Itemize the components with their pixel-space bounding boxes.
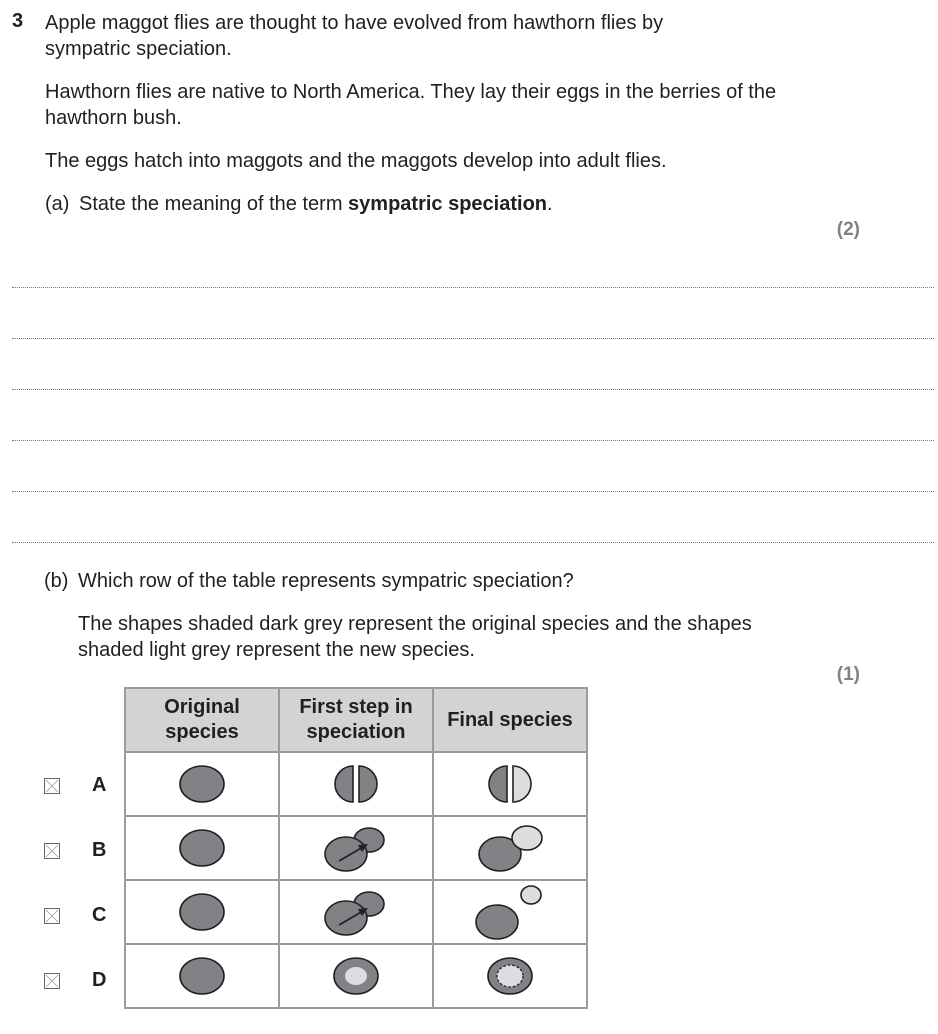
choice-letter-c: C <box>92 904 107 926</box>
part-a-text-after: . <box>547 193 553 215</box>
header-final-species: Final species <box>433 688 587 752</box>
checkbox-cross-icon <box>45 909 59 923</box>
answer-line-3[interactable] <box>12 389 934 390</box>
header-original-line1: Original <box>164 696 240 718</box>
part-a-question <box>45 191 825 217</box>
choice-letter-d: D <box>92 969 107 991</box>
answer-line-6[interactable] <box>12 542 934 543</box>
part-a-text-before: State the meaning of the term <box>79 193 349 215</box>
table-row-d <box>125 944 587 1008</box>
part-b-label: (b) <box>44 570 69 592</box>
para2-line-2: hawthorn bush. <box>45 107 182 129</box>
checkbox-a[interactable] <box>44 778 60 794</box>
budding-species-shape <box>316 821 396 875</box>
part-b-marks: (1) <box>836 664 860 685</box>
checkbox-cross-icon <box>45 974 59 988</box>
original-species-shape <box>172 887 232 937</box>
header-first-step <box>279 688 433 752</box>
part-b-info <box>78 611 858 663</box>
divided-species-shape <box>475 759 545 809</box>
row-b-final <box>433 816 587 880</box>
choice-d[interactable] <box>44 967 124 997</box>
answer-line-4[interactable] <box>12 440 934 441</box>
budding-species-shape <box>316 885 396 939</box>
question-number: 3 <box>12 10 24 32</box>
answer-line-2[interactable] <box>12 338 934 339</box>
table-header-row <box>125 688 587 752</box>
answer-line-5[interactable] <box>12 491 934 492</box>
choice-letter-b: B <box>92 839 107 861</box>
part-a-label: (a) <box>45 193 70 215</box>
table-row-b <box>125 816 587 880</box>
header-original-species <box>125 688 279 752</box>
row-b-first-step <box>279 816 433 880</box>
nested-species-shape <box>326 951 386 1001</box>
row-c-original <box>125 880 279 944</box>
part-b-info-line-2: shaded light grey represent the new species. <box>78 639 475 661</box>
para2-line-1: Hawthorn flies are native to North America. They lay their eggs in the berries of the <box>45 81 777 103</box>
answer-line-1[interactable] <box>12 287 934 288</box>
intro-line-2: sympatric speciation. <box>45 38 232 60</box>
row-c-first-step <box>279 880 433 944</box>
part-a-term: sympatric speciation <box>348 193 548 215</box>
choice-b[interactable] <box>44 837 124 867</box>
header-original-line2: species <box>165 721 239 743</box>
row-c-final <box>433 880 587 944</box>
original-species-shape <box>172 759 232 809</box>
header-first-step-line2: speciation <box>306 721 406 743</box>
part-b-question-text: Which row of the table represents sympatric speciation? <box>78 570 574 592</box>
table-row-c <box>125 880 587 944</box>
header-first-step-line1: First step in <box>299 696 413 718</box>
part-b-question <box>44 568 824 594</box>
checkbox-b[interactable] <box>44 843 60 859</box>
original-species-shape <box>172 951 232 1001</box>
choice-letter-a: A <box>92 774 107 796</box>
question-intro <box>45 10 825 62</box>
row-d-first-step <box>279 944 433 1008</box>
row-a-original <box>125 752 279 816</box>
split-species-shape <box>321 759 391 809</box>
choice-c[interactable] <box>44 902 124 932</box>
checkbox-c[interactable] <box>44 908 60 924</box>
row-a-final <box>433 752 587 816</box>
row-b-original <box>125 816 279 880</box>
adjacent-species-shape <box>470 821 550 875</box>
question-paragraph-3: The eggs hatch into maggots and the maggots develop into adult flies. <box>45 150 667 172</box>
question-paragraph-2 <box>45 79 825 131</box>
options-table <box>124 687 588 1009</box>
checkbox-d[interactable] <box>44 973 60 989</box>
ring-species-shape <box>480 951 540 1001</box>
intro-line-1: Apple maggot flies are thought to have evolved from hawthorn flies by <box>45 12 664 34</box>
row-a-first-step <box>279 752 433 816</box>
separated-species-shape <box>470 882 550 942</box>
original-species-shape <box>172 823 232 873</box>
checkbox-cross-icon <box>45 779 59 793</box>
part-b-info-line-1: The shapes shaded dark grey represent the original species and the shapes <box>78 613 752 635</box>
table-row-a <box>125 752 587 816</box>
checkbox-cross-icon <box>45 844 59 858</box>
part-a-marks: (2) <box>836 219 860 240</box>
row-d-original <box>125 944 279 1008</box>
choice-a[interactable] <box>44 772 124 802</box>
row-d-final <box>433 944 587 1008</box>
